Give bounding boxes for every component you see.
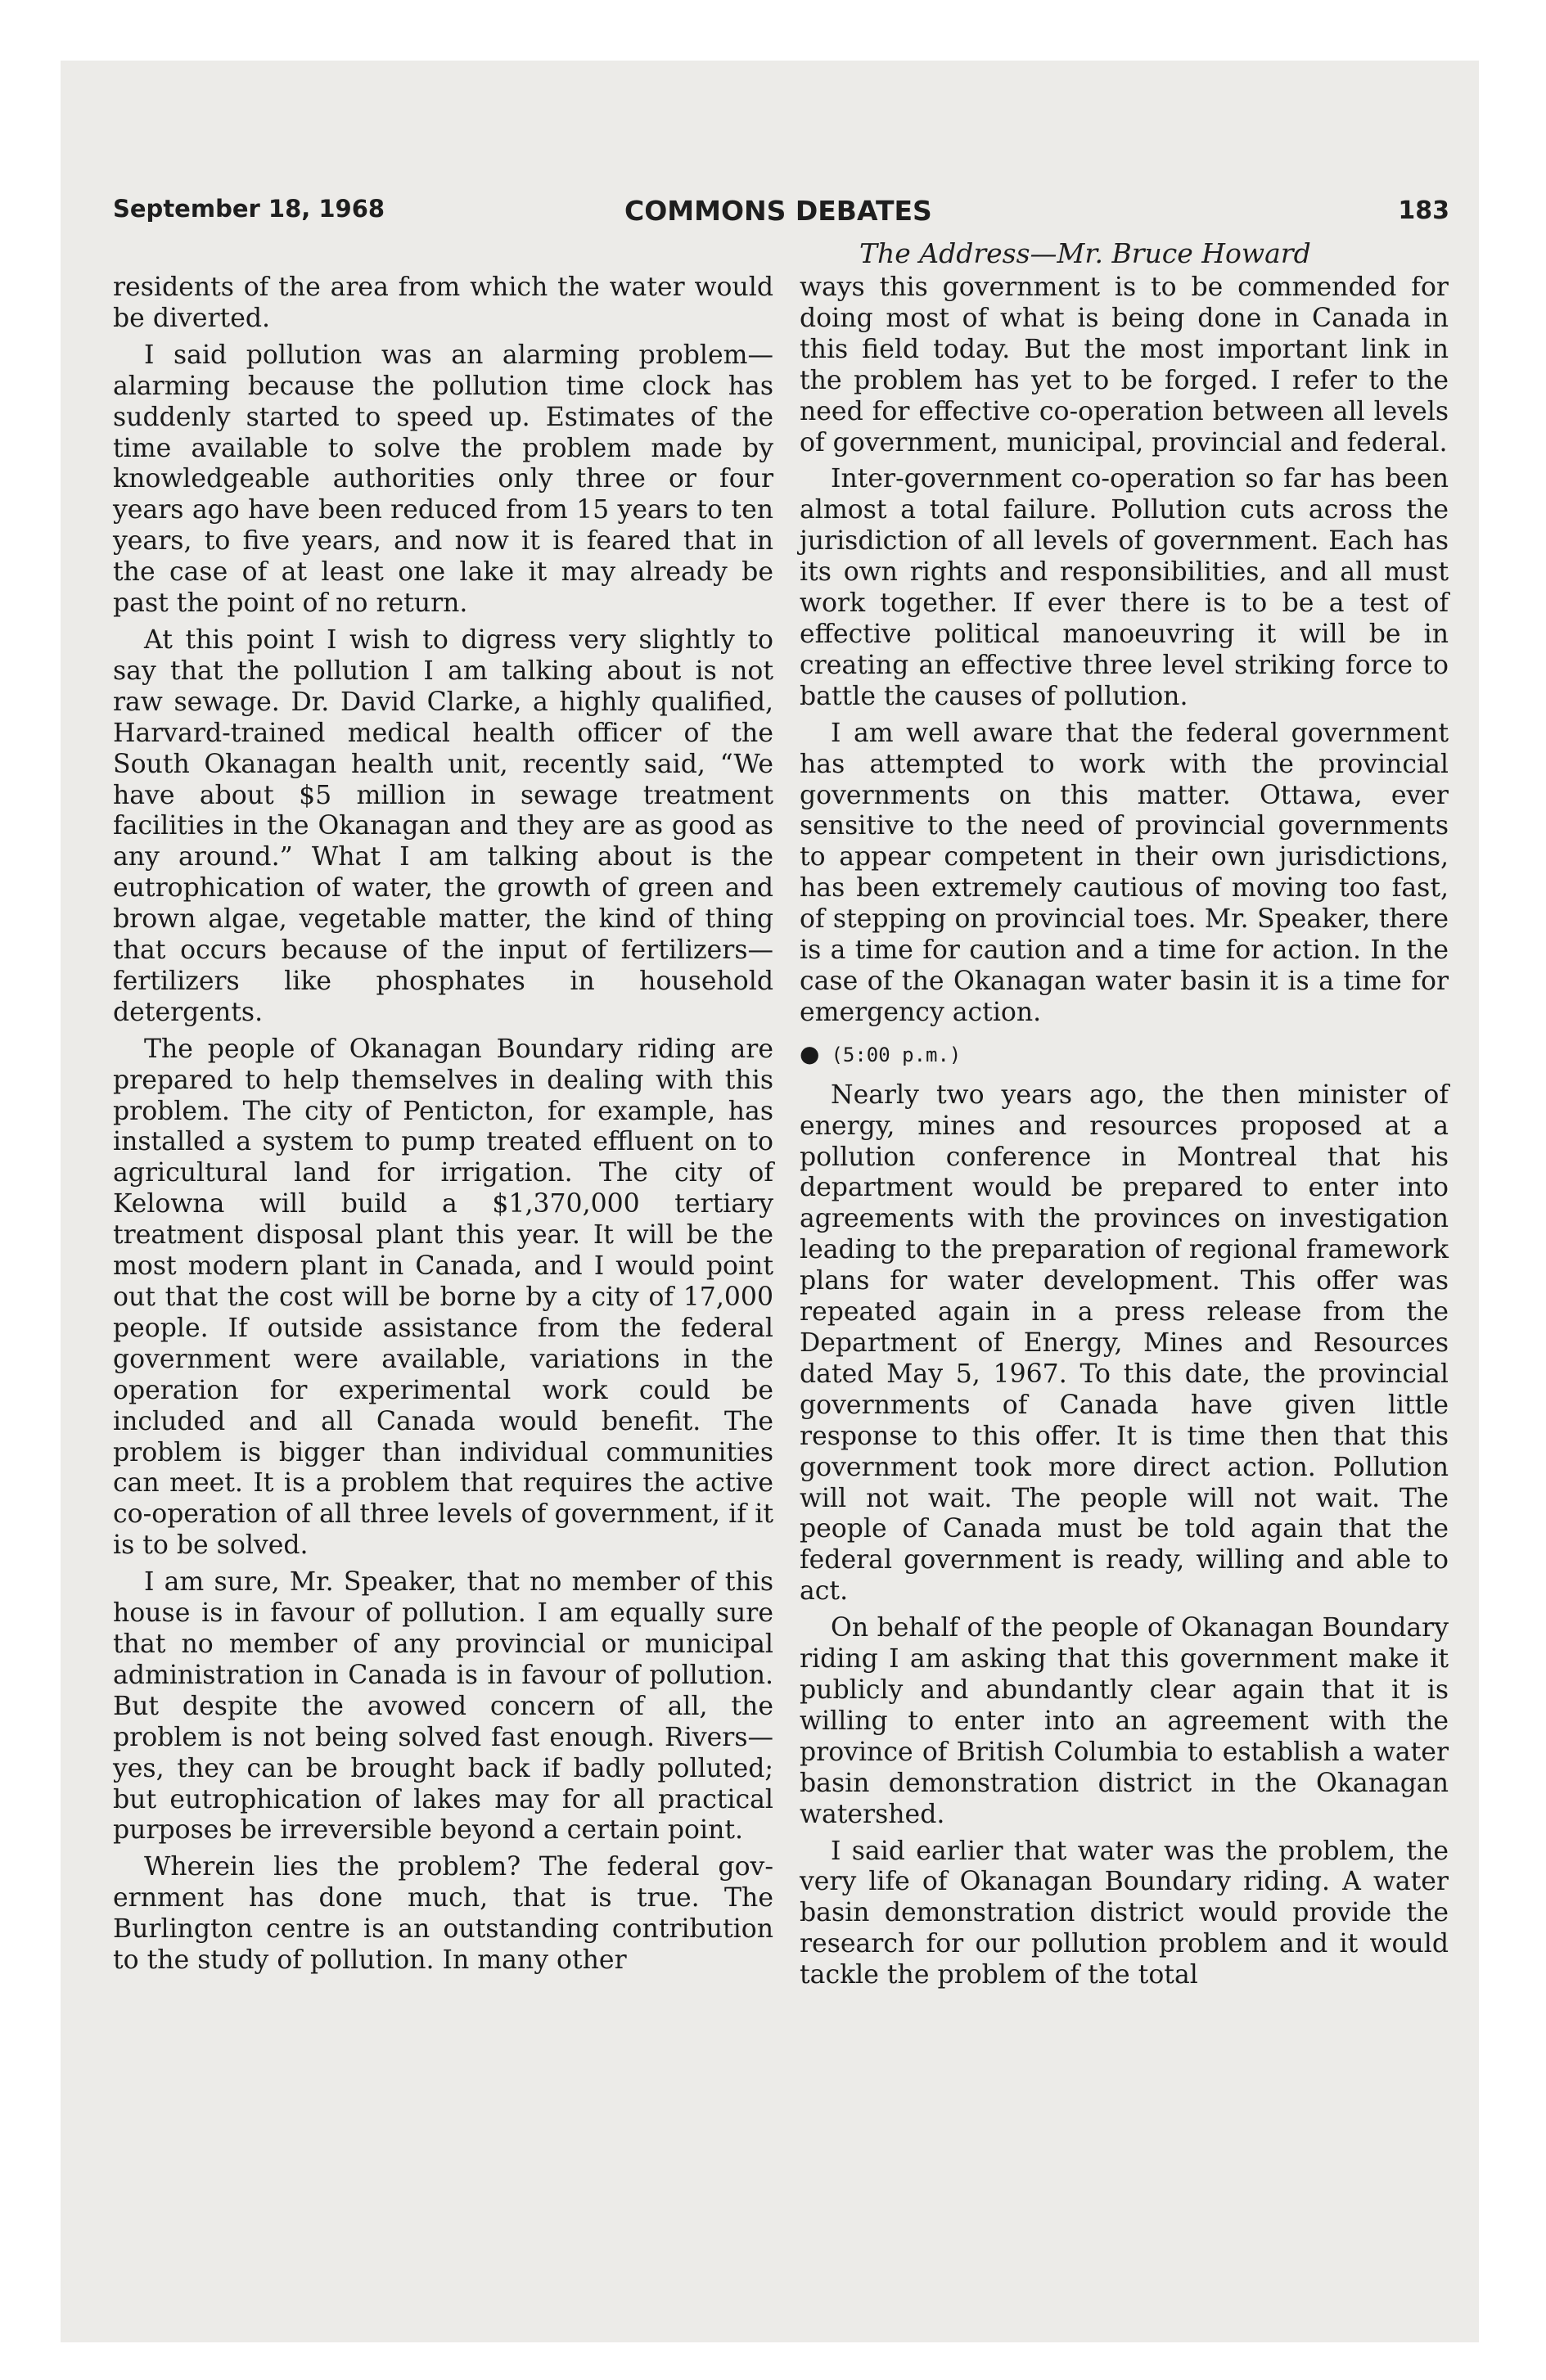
paragraph: On behalf of the people of Okanagan Boundary riding I am asking that this government make it publicly and abundantly clear again that it is willing to enter into an agreement with the province of British Columbia to establish a water basin demonstration district in the Okanagan watershed.	[800, 1613, 1449, 1829]
right-column	[800, 273, 1449, 1997]
header-title: COMMONS DEBATES	[624, 195, 932, 227]
time-marker-text: (5:00 p.m.)	[831, 1043, 962, 1066]
paragraph: At this point I wish to digress very slightly to say that the pollution I am talking about is not raw sewage. Dr. David Clarke, a highly qualified, Harvard-trained medical health officer of the South Okanagan health unit, recently said, “We have about $5 million in sewage treatment facilities in the Okanagan and they are as good as any around.” What I am talking about is the eutrophication of water, the growth of green and brown algae, vegetable matter, the kind of thing that occurs because of the input of fertilizers—fertilizers like phosphates in household detergents.	[113, 624, 773, 1027]
paragraph: I am well aware that the federal government has attempted to work with the provincial governments on this matter. Ottawa, ever sensitive to the need of provincial governments to appear competent in their own jurisdictions, has been extremely cautious of moving too fast, of stepping on provincial toes. Mr. Speaker, there is a time for caution and a time for action. In the case of the Okanagan water basin it is a time for emergency action.	[800, 718, 1449, 1027]
running-head: The Address—Mr. Bruce Howard	[859, 237, 1311, 269]
paragraph: ways this government is to be commended for doing most of what is being done in Canada in this field today. But the most important link in the problem has yet to be forged. I refer to the need for effective co-operation between all levels of government, municipal, provincial and federal.	[800, 273, 1449, 458]
paragraph: Nearly two years ago, the then minister of energy, mines and resources proposed at a pollution conference in Montreal that his department would be prepared to enter into agreements with the provinces on investigation leading to the preparation of regional framework plans for water development. This offer was repeated again in a press release from the Department of Energy, Mines and Resources dated May 5, 1967. To this date, the provincial governments of Canada have given little response to this offer. It is time then that this government took more direct action. Pollution will not wait. The people will not wait. The people of Canada must be told again that the federal government is ready, willing and able to act.	[800, 1080, 1449, 1607]
page-number: 183	[1398, 196, 1449, 225]
paragraph: Wherein lies the problem? The federal government has done much, that is true. The Burlington centre is an outstanding contribution to the study of pollution. In many other	[113, 1852, 773, 1976]
paragraph: I am sure, Mr. Speaker, that no member of this house is in favour of pollution. I am equally sure that no member of any provincial or municipal administration in Canada is in favour of pollution. But despite the avowed concern of all, the problem is not being solved fast enough. Rivers—yes, they can be brought back if badly polluted; but eutrophication of lakes may for all practical purposes be irreversible beyond a certain point.	[113, 1567, 773, 1846]
paragraph: residents of the area from which the water would be diverted.	[113, 273, 773, 333]
header-date: September 18, 1968	[113, 195, 385, 223]
paragraph: I said earlier that water was the problem, the very life of Okanagan Boundary riding. A water basin demonstration district would provide the research for our pollution problem and it would tackle the problem of the total	[800, 1836, 1449, 1990]
page-header	[113, 195, 1449, 228]
paragraph: I said pollution was an alarming problem—alarming because the pollution time clock has suddenly started to speed up. Estimates of the time available to solve the problem made by knowledgeable authorities only three or four years ago have been reduced from 15 years to ten years, to five years, and now it is feared that in the case of at least one lake it may already be past the point of no return.	[113, 340, 773, 619]
paragraph: Inter-government co-operation so far has been almost a total failure. Pollution cuts across the jurisdiction of all levels of government. Each has its own rights and responsibilities, and all must work together. If ever there is to be a test of effective political manoeuvring it will be in creating an effective three level striking force to battle the causes of pollution.	[800, 464, 1449, 711]
time-marker	[800, 1040, 1449, 1069]
left-column	[113, 273, 773, 1982]
bullet-icon: ●	[800, 1039, 820, 1067]
paragraph: The people of Okanagan Boundary riding are prepared to help themselves in dealing with this problem. The city of Penticton, for example, has installed a system to pump treated effluent on to agricultural land for irrigation. The city of Kelowna will build a $1,370,000 tertiary treatment disposal plant this year. It will be the most modern plant in Canada, and I would point out that the cost will be borne by a city of 17,000 people. If outside assistance from the federal government were available, variations in the operation for experimental work could be included and all Canada would benefit. The problem is bigger than individual communities can meet. It is a problem that requires the active co-operation of all three levels of government, if it is to be solved.	[113, 1034, 773, 1561]
